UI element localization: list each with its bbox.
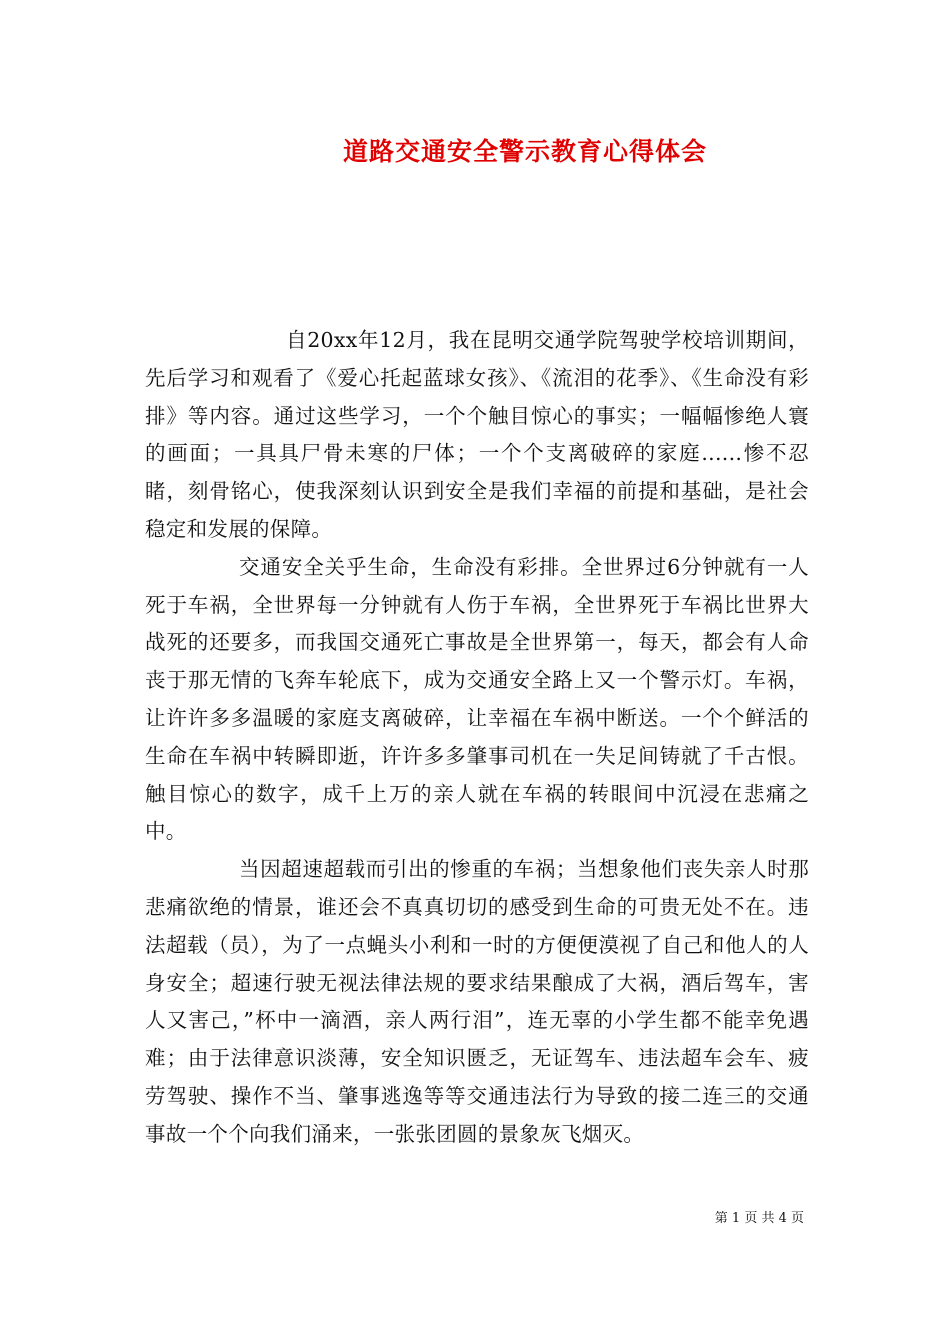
page-title: 道路交通安全警示教育心得体会	[342, 137, 707, 166]
paragraph-3: 当因超速超载而引出的惨重的车祸；当想象他们丧失亲人时那悲痛欲绝的情景，谁还会不真真切切的感受到生命的可贵无处不在。违法超载（员），为了一点蝇头小利和一时的方便便漠视了自己和他人的人身安全；超速行驶无视法律法规的要求结果酿成了大祸，酒后驾车，害人又害己，”杯中一滴酒，亲人两行泪”，连无辜的小学生都不能幸免遇难；由于法律意识淡薄，安全知识匮乏，无证驾车、违法超车会车、疲劳驾驶、操作不当、肇事逃逸等等交通违法行为导致的接二连三的交通事故一个个向我们涌来，一张张团圆的景象灰飞烟灭。	[145, 857, 809, 1146]
document-body	[145, 322, 809, 1154]
page-number-indicator: 第 1 页 共 4 页	[714, 1211, 804, 1226]
paragraph-1: 自20xx年12月，我在昆明交通学院驾驶学校培训期间，先后学习和观看了《爱心托起蓝球女孩》、《流泪的花季》、《生命没有彩排》等内容。通过这些学习，一个个触目惊心的事实；一幅幅惨绝人寰的画面；一具具尸骨未寒的尸体；一个个支离破碎的家庭......惨不忍睹，刻骨铭心，使我深刻认识到安全是我们幸福的前提和基础，是社会稳定和发展的保障。	[145, 328, 809, 541]
paragraph-2: 交通安全关乎生命，生命没有彩排。全世界过6分钟就有一人死于车祸，全世界每一分钟就有人伤于车祸，全世界死于车祸比世界大战死的还要多，而我国交通死亡事故是全世界第一，每天，都会有人命丧于那无情的飞奔车轮底下，成为交通安全路上又一个警示灯。车祸，让许许多多温暖的家庭支离破碎，让幸福在车祸中断送。一个个鲜活的生命在车祸中转瞬即逝，许许多多肇事司机在一失足间铸就了千古恨。触目惊心的数字，成千上万的亲人就在车祸的转眼间中沉浸在悲痛之中。	[145, 554, 809, 844]
